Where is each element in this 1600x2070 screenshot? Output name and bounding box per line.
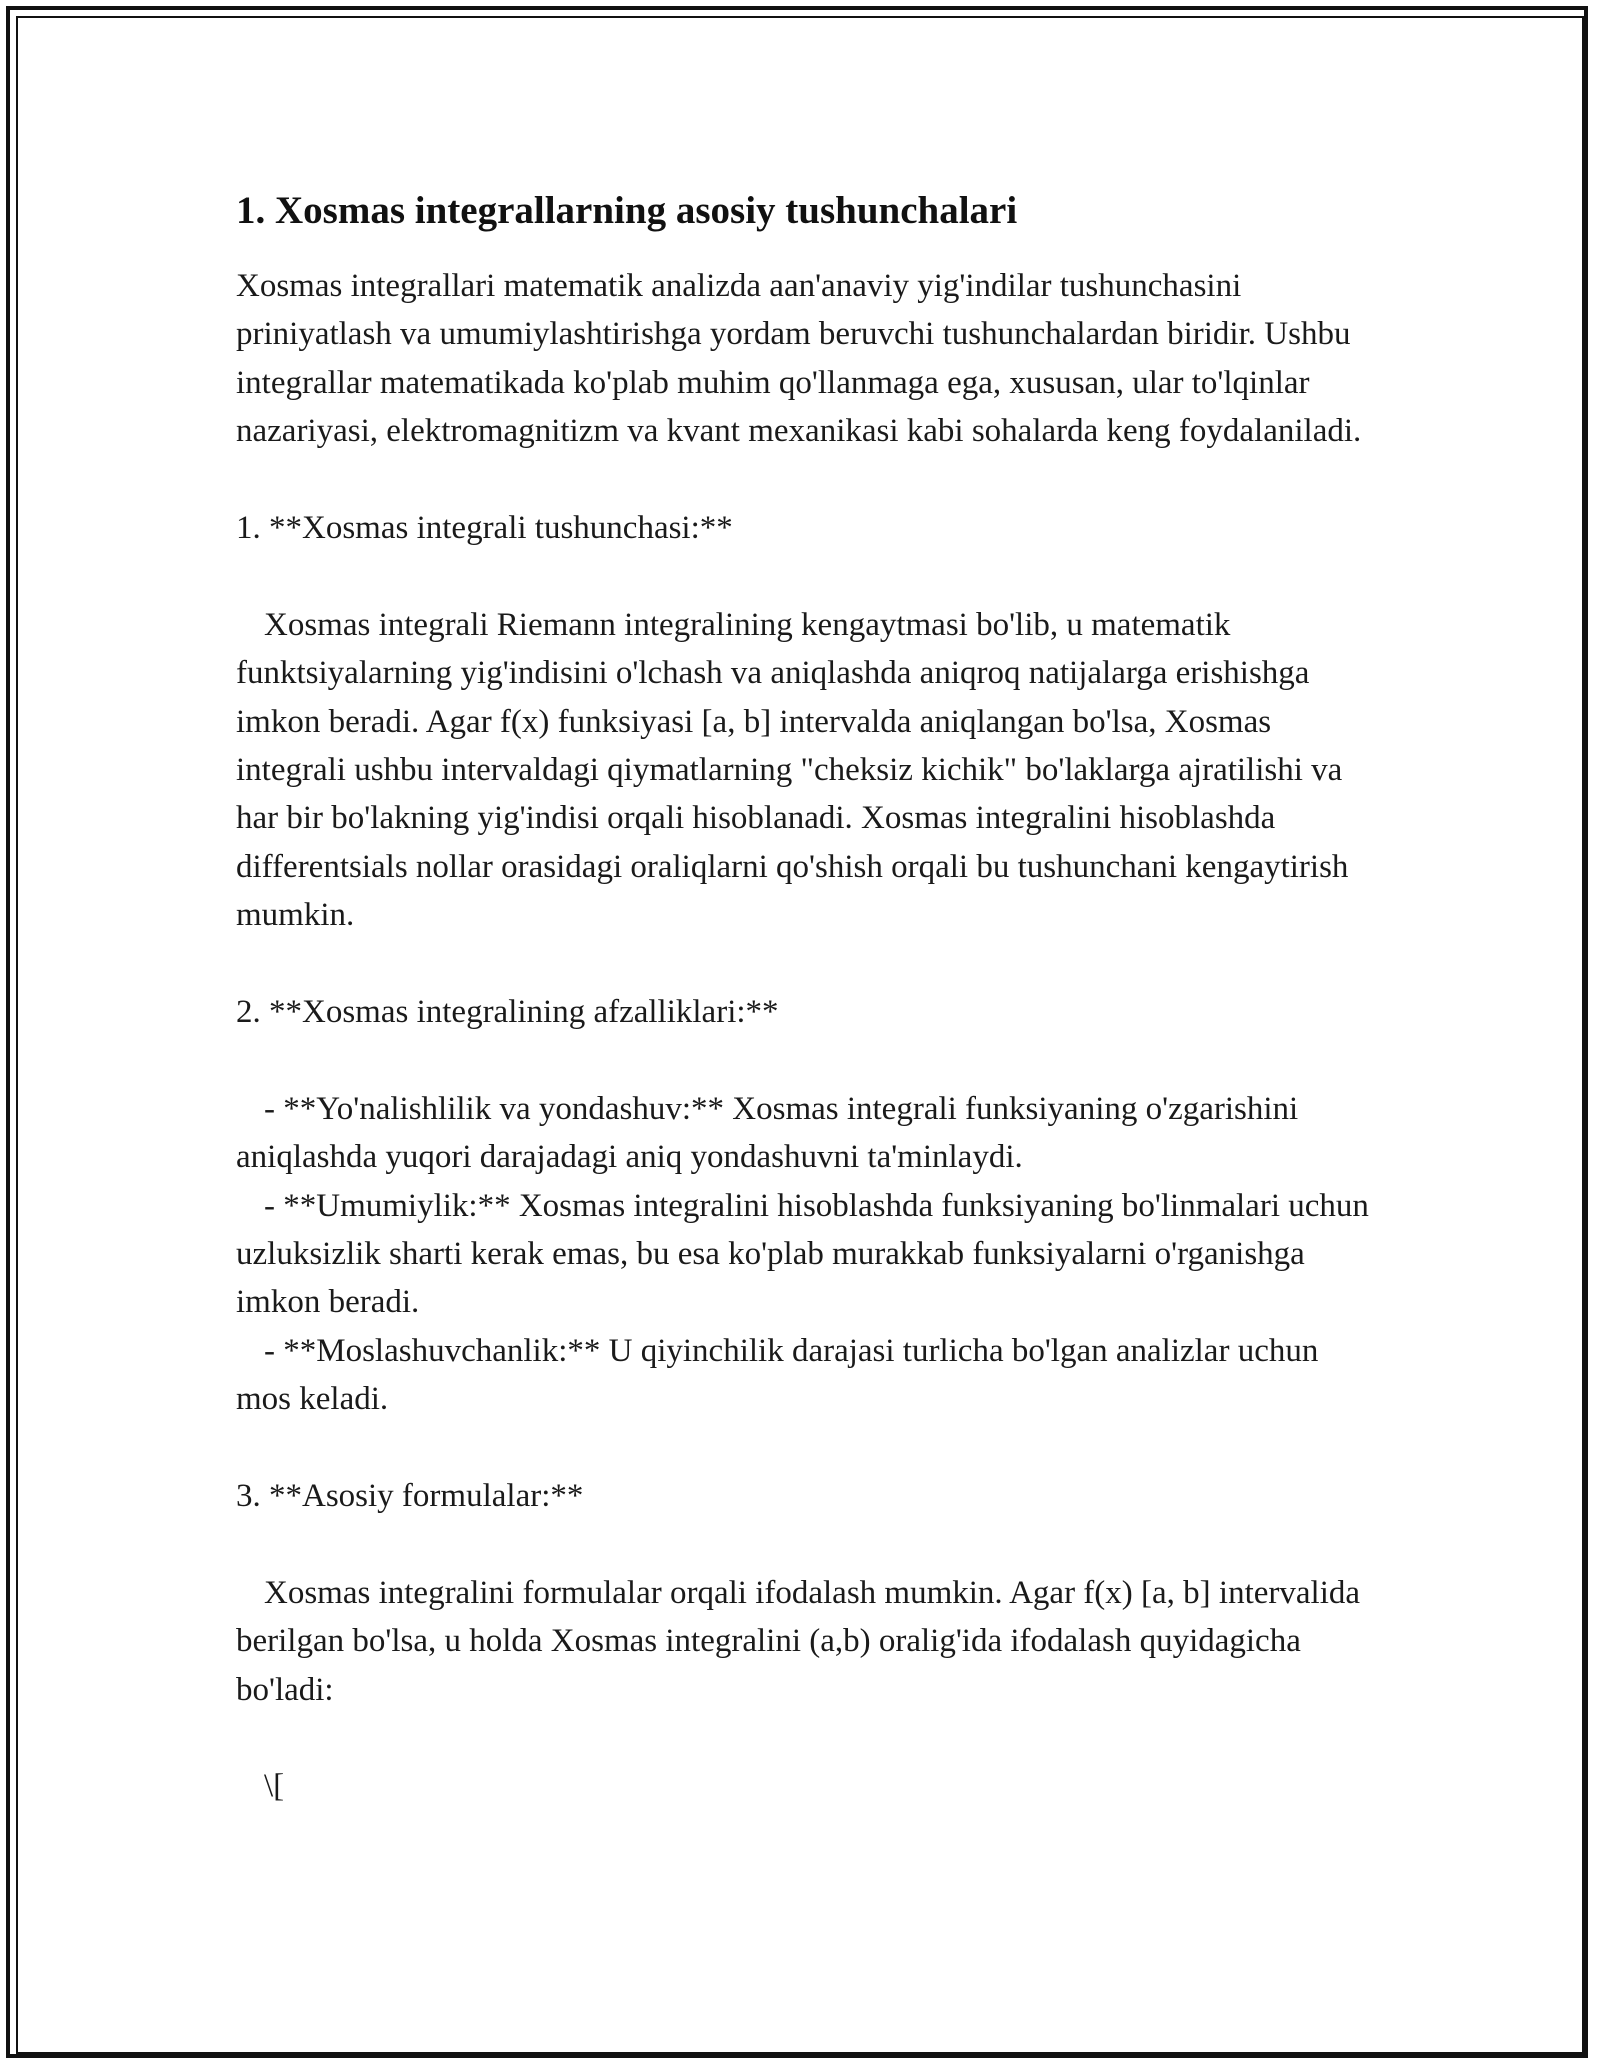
intro-paragraph: Xosmas integrallari matematik analizda aan'anaviy yig'indilar tushunchasini priniyatlash va umumiylashtirishga yordam beruvchi tushunchalardan biridir. Ushbu integrallar matematikada ko'plab muhim qo'llanmaga ega, xususan, ular to'lqinlar nazariyasi, elektromagnitizm va kvant mexanikasi kabi sohalarda keng foydalaniladi. <box>236 268 1362 450</box>
document-body <box>236 186 1376 1811</box>
section2-item-text: - **Yo'nalishlilik va yondashuv:** Xosmas integrali funksiyaning o'zgarishini aniqlashda yuqori darajadagi aniq yondashuvni ta'minlaydi. <box>236 1090 1299 1176</box>
section1-heading: 1. **Xosmas integrali tushunchasi:** <box>236 510 733 547</box>
paragraph-gap <box>236 1036 1376 1084</box>
section2-item-text: - **Umumiylik:** Xosmas integralini hisoblashda funksiyaning bo'linmalari uchun uzluksizlik sharti kerak emas, bu esa ko'plab murakkab funksiyalarni o'rganishga imkon beradi. <box>236 1187 1369 1321</box>
paragraph-gap <box>236 456 1376 504</box>
section2-item-3 <box>236 1327 1376 1424</box>
paragraph-gap <box>236 940 1376 988</box>
section3-heading: 3. **Asosiy formulalar:** <box>236 1478 584 1515</box>
paragraph-gap <box>236 1424 1376 1472</box>
document-title: 1. Xosmas integrallarning asosiy tushunchalari <box>236 189 1018 232</box>
section3-body-text: Xosmas integralini formulalar orqali ifodalash mumkin. Agar f(x) [a, b] intervalida berilgan bo'lsa, u holda Xosmas integralini (a,b) oralig'ida ifodalash quyidagicha bo'ladi: <box>236 1574 1361 1708</box>
formula-start <box>236 1762 1376 1810</box>
paragraph-gap <box>236 1714 1376 1762</box>
section2-item-1 <box>236 1085 1376 1182</box>
section2-item-text: - **Moslashuvchanlik:** U qiyinchilik darajasi turlicha bo'lgan analizlar uchun mos keladi. <box>236 1332 1319 1418</box>
paragraph-gap <box>236 1520 1376 1568</box>
section2-heading: 2. **Xosmas integralining afzalliklari:** <box>236 994 779 1031</box>
paragraph-gap <box>236 552 1376 600</box>
formula-start-text: \[ <box>264 1768 285 1805</box>
section1-body <box>236 601 1376 940</box>
section2-item-2 <box>236 1182 1376 1327</box>
section1-body-text: Xosmas integrali Riemann integralining kengaytmasi bo'lib, u matematik funktsiyalarning yig'indisini o'lchash va aniqlashda aniqroq natijalarga erishishga imkon beradi. Agar f(x) funksiyasi [a, b] intervalda aniqlangan bo'lsa, Xosmas integrali ushbu intervaldagi qiymatlarning "cheksiz kichik" bo'laklarga ajratilishi va har bir bo'lakning yig'indisi orqali hisoblanadi. Xosmas integralini hisoblashda differentsials nollar orasidagi oraliqlarni qo'shish orqali bu tushunchani kengaytirish mumkin. <box>236 606 1349 934</box>
section3-body <box>236 1569 1376 1714</box>
